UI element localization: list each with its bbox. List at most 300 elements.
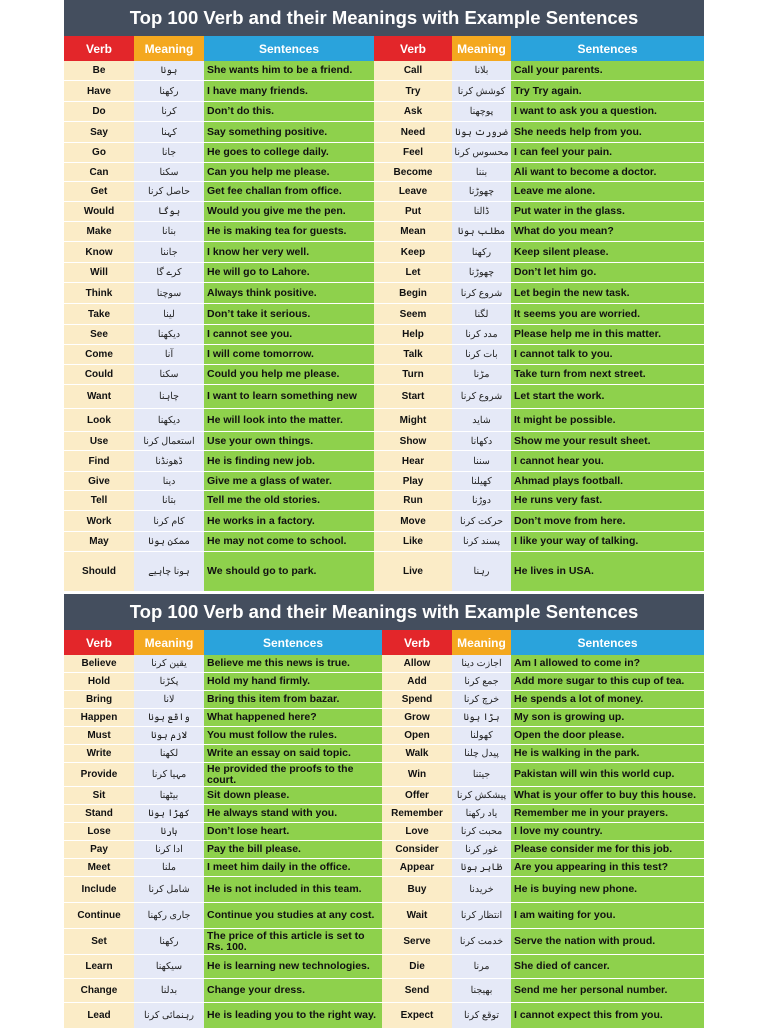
verb-cell: Become	[374, 163, 452, 182]
sentence-cell: He is buying new phone.	[511, 877, 704, 903]
table-row	[64, 81, 374, 102]
table-header	[382, 630, 704, 655]
meaning-cell: خریدنا	[452, 877, 511, 903]
table-row	[374, 511, 704, 532]
meaning-cell: لانا	[134, 691, 204, 709]
table-row	[382, 1003, 704, 1029]
meaning-cell: ظاہر ہونا	[452, 859, 511, 877]
sentence-cell: He runs very fast.	[511, 491, 704, 511]
sentence-cell: I meet him daily in the office.	[204, 859, 382, 877]
table-row	[64, 143, 374, 163]
sheet-title: Top 100 Verb and their Meanings with Example Sentences	[64, 594, 704, 630]
verb-cell: Want	[64, 385, 134, 409]
table-row	[382, 763, 704, 787]
sentence-cell: I will come tomorrow.	[204, 345, 374, 365]
header-meaning: Meaning	[452, 36, 511, 61]
table-row	[382, 979, 704, 1003]
meaning-cell: کام کرنا	[134, 511, 204, 532]
meaning-cell: شروع کرنا	[452, 385, 511, 409]
table-row	[64, 491, 374, 511]
sentence-cell: Take turn from next street.	[511, 365, 704, 385]
sentence-cell: Leave me alone.	[511, 182, 704, 202]
sentence-cell: Can you help me please.	[204, 163, 374, 182]
meaning-cell: چھوڑنا	[452, 182, 511, 202]
table-body	[374, 61, 704, 592]
table-row	[374, 552, 704, 592]
verb-cell: Move	[374, 511, 452, 532]
table-header	[374, 36, 704, 61]
meaning-cell: لکھنا	[134, 745, 204, 763]
verb-cell: Run	[374, 491, 452, 511]
verb-cell: Play	[374, 472, 452, 491]
sentence-cell: The price of this article is set to Rs. 100.	[204, 929, 382, 955]
sentence-cell: What do you mean?	[511, 222, 704, 242]
verb-cell: Try	[374, 81, 452, 102]
table-row	[374, 61, 704, 81]
header-verb: Verb	[382, 630, 452, 655]
meaning-cell: ڈھونڈنا	[134, 451, 204, 472]
table-row	[64, 1003, 382, 1029]
meaning-cell: بدلنا	[134, 979, 204, 1003]
sentence-cell: Always think positive.	[204, 283, 374, 304]
table-row	[64, 283, 374, 304]
meaning-cell: پکڑنا	[134, 673, 204, 691]
sentence-cell: Hold my hand firmly.	[204, 673, 382, 691]
verb-cell: Give	[64, 472, 134, 491]
verb-cell: Mean	[374, 222, 452, 242]
verb-cell: Show	[374, 432, 452, 451]
meaning-cell: ہونا	[134, 61, 204, 81]
table-row	[64, 511, 374, 532]
table-row	[382, 841, 704, 859]
verb-cell: Learn	[64, 955, 134, 979]
verb-cell: Begin	[374, 283, 452, 304]
meaning-cell: اجازت دینا	[452, 655, 511, 673]
table-row	[374, 532, 704, 552]
verb-cell: Seem	[374, 304, 452, 325]
verb-cell: Include	[64, 877, 134, 903]
header-verb: Verb	[64, 36, 134, 61]
table-left	[64, 630, 382, 1029]
sentence-cell: Serve the nation with proud.	[511, 929, 704, 955]
verb-cell: Provide	[64, 763, 134, 787]
table-row	[374, 242, 704, 263]
verb-cell: Set	[64, 929, 134, 955]
meaning-cell: رہنمائی کرنا	[134, 1003, 204, 1029]
sentence-cell: I cannot hear you.	[511, 451, 704, 472]
meaning-cell: سیکھنا	[134, 955, 204, 979]
verb-cell: Help	[374, 325, 452, 345]
verb-sheet-2	[64, 594, 704, 1029]
header-sentences: Sentences	[511, 36, 704, 61]
verb-cell: Have	[64, 81, 134, 102]
verb-cell: Hear	[374, 451, 452, 472]
table-row	[64, 787, 382, 805]
sentence-cell: Try Try again.	[511, 81, 704, 102]
meaning-cell: چھوڑنا	[452, 263, 511, 283]
verb-cell: Serve	[382, 929, 452, 955]
table-row	[64, 655, 382, 673]
sentence-cell: We should go to park.	[204, 552, 374, 592]
sentence-cell: You must follow the rules.	[204, 727, 382, 745]
sentence-cell: Let start the work.	[511, 385, 704, 409]
table-row	[64, 709, 382, 727]
verb-cell: Add	[382, 673, 452, 691]
verb-cell: Wait	[382, 903, 452, 929]
table-body	[382, 655, 704, 1029]
meaning-cell: بیٹھنا	[134, 787, 204, 805]
meaning-cell: جاننا	[134, 242, 204, 263]
verb-cell: Bring	[64, 691, 134, 709]
verb-cell: Feel	[374, 143, 452, 163]
sentence-cell: Continue you studies at any cost.	[204, 903, 382, 929]
verb-cell: Talk	[374, 345, 452, 365]
table-row	[64, 745, 382, 763]
meaning-cell: حرکت کرنا	[452, 511, 511, 532]
sentence-cell: Don’t take it serious.	[204, 304, 374, 325]
verb-cell: Meet	[64, 859, 134, 877]
sentence-cell: I like your way of talking.	[511, 532, 704, 552]
table-row	[382, 955, 704, 979]
verb-cell: Lose	[64, 823, 134, 841]
table-header	[64, 36, 374, 61]
table-row	[64, 385, 374, 409]
sentence-cell: I cannot expect this from you.	[511, 1003, 704, 1029]
verb-sheet-1	[64, 0, 704, 592]
verb-cell: Use	[64, 432, 134, 451]
table-row	[374, 163, 704, 182]
sentence-cell: Use your own things.	[204, 432, 374, 451]
table-row	[374, 409, 704, 432]
table-row	[64, 979, 382, 1003]
table-row	[374, 365, 704, 385]
header-meaning: Meaning	[134, 36, 204, 61]
verb-cell: Know	[64, 242, 134, 263]
meaning-cell: رکھنا	[134, 929, 204, 955]
table-row	[374, 222, 704, 242]
sentence-cell: He is making tea for guests.	[204, 222, 374, 242]
verb-cell: Call	[374, 61, 452, 81]
header-sentences: Sentences	[511, 630, 704, 655]
verb-cell: Let	[374, 263, 452, 283]
table-row	[382, 709, 704, 727]
table-row	[374, 122, 704, 143]
verb-cell: Continue	[64, 903, 134, 929]
meaning-cell: واقع ہونا	[134, 709, 204, 727]
sentence-cell: It seems you are worried.	[511, 304, 704, 325]
meaning-cell: انتظار کرنا	[452, 903, 511, 929]
sentence-cell: I can feel your pain.	[511, 143, 704, 163]
meaning-cell: آنا	[134, 345, 204, 365]
verb-cell: Win	[382, 763, 452, 787]
verb-cell: Consider	[382, 841, 452, 859]
meaning-cell: پسند کرنا	[452, 532, 511, 552]
verb-cell: Be	[64, 61, 134, 81]
sentence-cell: What happened here?	[204, 709, 382, 727]
table-row	[64, 163, 374, 182]
meaning-cell: رکھنا	[452, 242, 511, 263]
meaning-cell: سکنا	[134, 163, 204, 182]
table-row	[382, 859, 704, 877]
verb-cell: Tell	[64, 491, 134, 511]
verb-cell: Need	[374, 122, 452, 143]
table-row	[64, 432, 374, 451]
sentence-cell: Don’t do this.	[204, 102, 374, 122]
table-row	[64, 903, 382, 929]
verb-cell: Should	[64, 552, 134, 592]
table-row	[64, 325, 374, 345]
sentence-cell: I know her very well.	[204, 242, 374, 263]
meaning-cell: مطلب ہونا	[452, 222, 511, 242]
table-row	[64, 472, 374, 491]
sentence-cell: Call your parents.	[511, 61, 704, 81]
verb-cell: Make	[64, 222, 134, 242]
header-sentences: Sentences	[204, 630, 382, 655]
sentence-cell: It might be possible.	[511, 409, 704, 432]
header-verb: Verb	[64, 630, 134, 655]
table-row	[64, 409, 374, 432]
table-row	[64, 823, 382, 841]
table-row	[374, 81, 704, 102]
meaning-cell: بات کرنا	[452, 345, 511, 365]
verb-cell: Find	[64, 451, 134, 472]
table-row	[374, 202, 704, 222]
meaning-cell: بلانا	[452, 61, 511, 81]
meaning-cell: خدمت کرنا	[452, 929, 511, 955]
sentence-cell: Are you appearing in this test?	[511, 859, 704, 877]
table-row	[382, 805, 704, 823]
meaning-cell: لگنا	[452, 304, 511, 325]
table-row	[64, 532, 374, 552]
meaning-cell: شامل کرنا	[134, 877, 204, 903]
sentence-cell: Put water in the glass.	[511, 202, 704, 222]
table-row	[64, 727, 382, 745]
sentence-cell: Would you give me the pen.	[204, 202, 374, 222]
table-row	[374, 143, 704, 163]
sentence-cell: He is learning new technologies.	[204, 955, 382, 979]
table-row	[64, 841, 382, 859]
verb-cell: Expect	[382, 1003, 452, 1029]
table-row	[64, 202, 374, 222]
table-body	[64, 655, 382, 1029]
verb-cell: Will	[64, 263, 134, 283]
meaning-cell: پیشکش کرنا	[452, 787, 511, 805]
verb-cell: Sit	[64, 787, 134, 805]
meaning-cell: بننا	[452, 163, 511, 182]
sentence-cell: He is walking in the park.	[511, 745, 704, 763]
sentence-cell: She wants him to be a friend.	[204, 61, 374, 81]
verb-cell: Take	[64, 304, 134, 325]
table-row	[382, 823, 704, 841]
sentence-cell: Could you help me please.	[204, 365, 374, 385]
verb-cell: Spend	[382, 691, 452, 709]
sentence-cell: Show me your result sheet.	[511, 432, 704, 451]
meaning-cell: ممکن ہونا	[134, 532, 204, 552]
sentence-cell: Don’t move from here.	[511, 511, 704, 532]
meaning-cell: سننا	[452, 451, 511, 472]
verb-cell: Put	[374, 202, 452, 222]
meaning-cell: دیکھنا	[134, 325, 204, 345]
verb-cell: See	[64, 325, 134, 345]
table-row	[64, 877, 382, 903]
meaning-cell: یاد رکھنا	[452, 805, 511, 823]
meaning-cell: پیدل چلنا	[452, 745, 511, 763]
verb-cell: May	[64, 532, 134, 552]
meaning-cell: کھیلنا	[452, 472, 511, 491]
sentence-cell: He provided the proofs to the court.	[204, 763, 382, 787]
verb-cell: Believe	[64, 655, 134, 673]
table-row	[64, 345, 374, 365]
verb-cell: Stand	[64, 805, 134, 823]
verb-cell: Get	[64, 182, 134, 202]
verb-cell: Allow	[382, 655, 452, 673]
verb-cell: Say	[64, 122, 134, 143]
table-row	[64, 805, 382, 823]
meaning-cell: مدد کرنا	[452, 325, 511, 345]
meaning-cell: چاہنا	[134, 385, 204, 409]
verb-cell: Can	[64, 163, 134, 182]
sentence-cell: Open the door please.	[511, 727, 704, 745]
meaning-cell: کرے گا	[134, 263, 204, 283]
verb-cell: Hold	[64, 673, 134, 691]
sentence-cell: Send me her personal number.	[511, 979, 704, 1003]
verb-cell: Offer	[382, 787, 452, 805]
verb-cell: Grow	[382, 709, 452, 727]
sentence-cell: My son is growing up.	[511, 709, 704, 727]
table-row	[64, 451, 374, 472]
table-row	[64, 263, 374, 283]
meaning-cell: بڑا ہونا	[452, 709, 511, 727]
meaning-cell: بھیجنا	[452, 979, 511, 1003]
table-header	[64, 630, 382, 655]
table-row	[382, 745, 704, 763]
header-meaning: Meaning	[452, 630, 511, 655]
meaning-cell: محسوس کرنا	[452, 143, 511, 163]
meaning-cell: دینا	[134, 472, 204, 491]
table-columns	[64, 36, 704, 592]
table-row	[64, 122, 374, 143]
verb-cell: Come	[64, 345, 134, 365]
table-row	[382, 903, 704, 929]
sentence-cell: Add more sugar to this cup of tea.	[511, 673, 704, 691]
meaning-cell: کرنا	[134, 102, 204, 122]
sentence-cell: He always stand with you.	[204, 805, 382, 823]
table-right	[374, 36, 704, 592]
table-row	[64, 929, 382, 955]
meaning-cell: دکھانا	[452, 432, 511, 451]
meaning-cell: غور کرنا	[452, 841, 511, 859]
table-row	[64, 242, 374, 263]
sentence-cell: Change your dress.	[204, 979, 382, 1003]
meaning-cell: ڈالنا	[452, 202, 511, 222]
verb-cell: Appear	[382, 859, 452, 877]
table-row	[374, 451, 704, 472]
table-row	[374, 325, 704, 345]
sentence-cell: I cannot talk to you.	[511, 345, 704, 365]
verb-cell: Pay	[64, 841, 134, 859]
verb-cell: Love	[382, 823, 452, 841]
table-row	[374, 385, 704, 409]
table-row	[64, 182, 374, 202]
sentence-cell: Bring this item from bazar.	[204, 691, 382, 709]
sentence-cell: Ali want to become a doctor.	[511, 163, 704, 182]
table-row	[64, 61, 374, 81]
table-row	[374, 182, 704, 202]
sentence-cell: Am I allowed to come in?	[511, 655, 704, 673]
meaning-cell: جانا	[134, 143, 204, 163]
sentence-cell: He will look into the matter.	[204, 409, 374, 432]
verb-cell: Lead	[64, 1003, 134, 1029]
sentence-cell: I am waiting for you.	[511, 903, 704, 929]
table-row	[374, 283, 704, 304]
meaning-cell: لازم ہونا	[134, 727, 204, 745]
verb-cell: Walk	[382, 745, 452, 763]
table-row	[382, 727, 704, 745]
sentence-cell: Keep silent please.	[511, 242, 704, 263]
meaning-cell: مرنا	[452, 955, 511, 979]
table-row	[64, 552, 374, 592]
table-row	[374, 102, 704, 122]
sentence-cell: I cannot see you.	[204, 325, 374, 345]
table-row	[374, 263, 704, 283]
sentence-cell: I love my country.	[511, 823, 704, 841]
verb-cell: Ask	[374, 102, 452, 122]
meaning-cell: ہارنا	[134, 823, 204, 841]
verb-cell: Live	[374, 552, 452, 592]
verb-cell: Buy	[382, 877, 452, 903]
table-row	[374, 304, 704, 325]
sentence-cell: She died of cancer.	[511, 955, 704, 979]
meaning-cell: شاید	[452, 409, 511, 432]
sentence-cell: He may not come to school.	[204, 532, 374, 552]
table-row	[382, 673, 704, 691]
verb-cell: Turn	[374, 365, 452, 385]
header-meaning: Meaning	[134, 630, 204, 655]
verb-cell: Start	[374, 385, 452, 409]
meaning-cell: مہیا کرنا	[134, 763, 204, 787]
meaning-cell: رہنا	[452, 552, 511, 592]
table-row	[382, 929, 704, 955]
meaning-cell: ہونا چاہیے	[134, 552, 204, 592]
sentence-cell: He is finding new job.	[204, 451, 374, 472]
table-row	[64, 673, 382, 691]
sheet-title: Top 100 Verb and their Meanings with Example Sentences	[64, 0, 704, 36]
sentence-cell: He is leading you to the right way.	[204, 1003, 382, 1029]
sentence-cell: Write an essay on said topic.	[204, 745, 382, 763]
meaning-cell: سکنا	[134, 365, 204, 385]
sentence-cell: He is not included in this team.	[204, 877, 382, 903]
meaning-cell: جمع کرنا	[452, 673, 511, 691]
verb-cell: Could	[64, 365, 134, 385]
meaning-cell: رکھنا	[134, 81, 204, 102]
meaning-cell: ہوگا	[134, 202, 204, 222]
sentence-cell: Believe me this news is true.	[204, 655, 382, 673]
table-left	[64, 36, 374, 592]
verb-cell: Keep	[374, 242, 452, 263]
meaning-cell: دیکھنا	[134, 409, 204, 432]
meaning-cell: سوچنا	[134, 283, 204, 304]
table-row	[382, 877, 704, 903]
meaning-cell: یقین کرنا	[134, 655, 204, 673]
verb-cell: Send	[382, 979, 452, 1003]
verb-cell: Must	[64, 727, 134, 745]
verb-cell: Would	[64, 202, 134, 222]
sentence-cell: I want to learn something new	[204, 385, 374, 409]
verb-cell: Change	[64, 979, 134, 1003]
table-columns	[64, 630, 704, 1029]
sentence-cell: He works in a factory.	[204, 511, 374, 532]
header-verb: Verb	[374, 36, 452, 61]
